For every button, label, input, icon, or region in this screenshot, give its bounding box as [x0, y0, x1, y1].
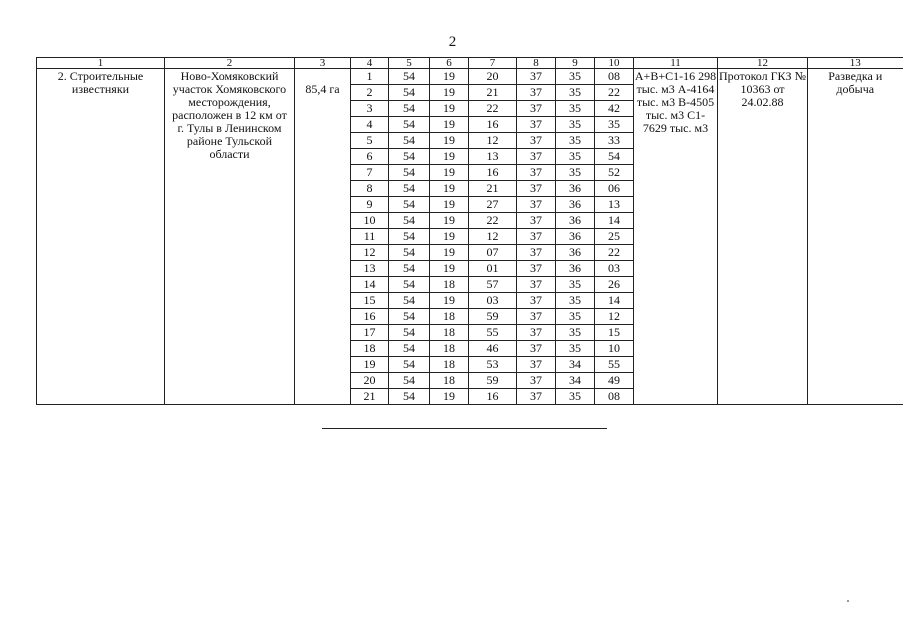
coordinate-value: 37 — [517, 309, 556, 325]
coordinate-value: 35 — [595, 117, 634, 133]
coordinate-value: 36 — [556, 181, 595, 197]
page-number: 2 — [448, 34, 457, 50]
coordinate-value: 06 — [595, 181, 634, 197]
coordinate-value: 33 — [595, 133, 634, 149]
point-number: 21 — [351, 389, 389, 405]
coordinate-value: 35 — [556, 293, 595, 309]
coordinate-value: 19 — [430, 197, 469, 213]
coordinate-value: 37 — [517, 165, 556, 181]
coordinate-value: 54 — [389, 325, 430, 341]
coordinate-value: 54 — [389, 309, 430, 325]
column-number: 8 — [517, 58, 556, 69]
coordinate-value: 35 — [556, 149, 595, 165]
coordinate-value: 37 — [517, 277, 556, 293]
point-number: 8 — [351, 181, 389, 197]
point-number: 17 — [351, 325, 389, 341]
coordinate-value: 37 — [517, 69, 556, 85]
coordinate-value: 59 — [469, 309, 517, 325]
protocol-info: Протокол ГКЗ № 10363 от 24.02.88 — [718, 69, 808, 405]
coordinate-value: 08 — [595, 69, 634, 85]
point-number: 18 — [351, 341, 389, 357]
column-number: 2 — [165, 58, 295, 69]
coordinate-value: 37 — [517, 245, 556, 261]
coordinate-value: 18 — [430, 357, 469, 373]
coordinate-value: 19 — [430, 181, 469, 197]
coordinate-value: 36 — [556, 245, 595, 261]
coordinate-value: 34 — [556, 373, 595, 389]
column-number: 4 — [351, 58, 389, 69]
point-number: 16 — [351, 309, 389, 325]
column-number: 5 — [389, 58, 430, 69]
coordinate-value: 22 — [595, 245, 634, 261]
coordinate-value: 35 — [556, 117, 595, 133]
coordinate-value: 52 — [595, 165, 634, 181]
point-number: 9 — [351, 197, 389, 213]
coordinate-value: 19 — [430, 117, 469, 133]
coordinate-value: 35 — [556, 309, 595, 325]
coordinate-value: 35 — [556, 389, 595, 405]
coordinate-value: 35 — [556, 277, 595, 293]
coordinate-value: 19 — [430, 149, 469, 165]
coordinate-value: 19 — [430, 165, 469, 181]
coordinate-value: 37 — [517, 261, 556, 277]
coordinate-value: 36 — [556, 197, 595, 213]
point-number: 12 — [351, 245, 389, 261]
coordinate-value: 55 — [595, 357, 634, 373]
column-number: 1 — [37, 58, 165, 69]
coordinate-value: 55 — [469, 325, 517, 341]
coordinate-value: 54 — [389, 389, 430, 405]
coordinate-value: 08 — [595, 389, 634, 405]
coordinate-value: 16 — [469, 117, 517, 133]
coordinate-value: 19 — [430, 85, 469, 101]
coordinate-value: 37 — [517, 213, 556, 229]
closing-rule — [322, 428, 607, 429]
column-number: 9 — [556, 58, 595, 69]
mineral-type: 2. Строительные известняки — [37, 69, 165, 405]
coordinate-value: 36 — [556, 261, 595, 277]
point-number: 10 — [351, 213, 389, 229]
scan-speck — [847, 600, 849, 602]
coordinate-value: 13 — [595, 197, 634, 213]
coordinate-value: 37 — [517, 117, 556, 133]
coordinate-value: 54 — [389, 245, 430, 261]
coordinate-value: 19 — [430, 293, 469, 309]
coordinate-value: 22 — [469, 101, 517, 117]
coordinate-value: 54 — [389, 117, 430, 133]
point-number: 6 — [351, 149, 389, 165]
coordinate-value: 37 — [517, 85, 556, 101]
coordinate-value: 37 — [517, 181, 556, 197]
usage-type: Разведка и добыча — [808, 69, 903, 405]
point-number: 1 — [351, 69, 389, 85]
coordinate-value: 35 — [556, 85, 595, 101]
coordinate-value: 46 — [469, 341, 517, 357]
coordinate-value: 36 — [556, 213, 595, 229]
reserves-info: A+B+C1-16 298 тыс. м3 A-4164 тыс. м3 B-4505 тыс. м3 C1-7629 тыс. м3 — [634, 69, 718, 405]
point-number: 14 — [351, 277, 389, 293]
coordinate-value: 15 — [595, 325, 634, 341]
column-number: 10 — [595, 58, 634, 69]
column-number: 12 — [718, 58, 808, 69]
coordinate-value: 36 — [556, 229, 595, 245]
point-number: 4 — [351, 117, 389, 133]
coordinate-value: 19 — [430, 69, 469, 85]
column-number: 6 — [430, 58, 469, 69]
coordinate-value: 37 — [517, 293, 556, 309]
point-number: 15 — [351, 293, 389, 309]
coordinate-value: 20 — [469, 69, 517, 85]
coordinate-value: 07 — [469, 245, 517, 261]
coordinate-value: 26 — [595, 277, 634, 293]
deposit-table — [36, 57, 903, 405]
coordinate-value: 35 — [556, 325, 595, 341]
site-area: 85,4 га — [295, 69, 351, 405]
coordinate-value: 27 — [469, 197, 517, 213]
point-number: 11 — [351, 229, 389, 245]
coordinate-value: 54 — [389, 101, 430, 117]
coordinate-value: 54 — [389, 357, 430, 373]
coordinate-value: 19 — [430, 213, 469, 229]
coordinate-value: 22 — [595, 85, 634, 101]
coordinate-value: 12 — [595, 309, 634, 325]
coordinate-value: 19 — [430, 261, 469, 277]
coordinate-value: 18 — [430, 277, 469, 293]
coordinate-value: 19 — [430, 101, 469, 117]
point-number: 2 — [351, 85, 389, 101]
coordinate-value: 34 — [556, 357, 595, 373]
coordinate-value: 37 — [517, 133, 556, 149]
point-number: 7 — [351, 165, 389, 181]
coordinate-value: 16 — [469, 165, 517, 181]
coordinate-value: 14 — [595, 293, 634, 309]
column-number-row — [37, 58, 903, 69]
coordinate-value: 35 — [556, 101, 595, 117]
coordinate-value: 19 — [430, 133, 469, 149]
coordinate-value: 54 — [389, 165, 430, 181]
coordinate-value: 37 — [517, 149, 556, 165]
coordinate-value: 12 — [469, 133, 517, 149]
point-number: 19 — [351, 357, 389, 373]
coordinate-value: 22 — [469, 213, 517, 229]
coordinate-value: 21 — [469, 181, 517, 197]
coordinate-row — [37, 69, 903, 85]
coordinate-value: 54 — [389, 341, 430, 357]
coordinate-value: 53 — [469, 357, 517, 373]
coordinate-value: 35 — [556, 341, 595, 357]
coordinate-value: 57 — [469, 277, 517, 293]
coordinate-value: 54 — [389, 213, 430, 229]
coordinate-value: 54 — [595, 149, 634, 165]
coordinate-value: 54 — [389, 229, 430, 245]
coordinate-value: 14 — [595, 213, 634, 229]
coordinate-value: 19 — [430, 389, 469, 405]
coordinate-value: 54 — [389, 293, 430, 309]
coordinate-value: 13 — [469, 149, 517, 165]
coordinate-value: 18 — [430, 309, 469, 325]
coordinate-value: 54 — [389, 133, 430, 149]
coordinate-value: 18 — [430, 341, 469, 357]
coordinate-value: 18 — [430, 325, 469, 341]
coordinate-value: 19 — [430, 245, 469, 261]
coordinate-value: 01 — [469, 261, 517, 277]
coordinate-value: 37 — [517, 197, 556, 213]
coordinate-value: 54 — [389, 261, 430, 277]
coordinate-value: 35 — [556, 69, 595, 85]
coordinate-value: 54 — [389, 149, 430, 165]
coordinate-value: 42 — [595, 101, 634, 117]
column-number: 7 — [469, 58, 517, 69]
coordinate-value: 49 — [595, 373, 634, 389]
coordinate-value: 35 — [556, 133, 595, 149]
coordinate-value: 54 — [389, 277, 430, 293]
site-location: Ново-Хомяковский участок Хомяковского месторождения, расположен в 12 км от г. Тулы в Ленинском районе Тульской области — [165, 69, 295, 405]
coordinate-value: 54 — [389, 373, 430, 389]
point-number: 20 — [351, 373, 389, 389]
column-number: 11 — [634, 58, 718, 69]
coordinate-value: 37 — [517, 325, 556, 341]
coordinate-value: 21 — [469, 85, 517, 101]
coordinate-value: 59 — [469, 373, 517, 389]
point-number: 3 — [351, 101, 389, 117]
column-number: 3 — [295, 58, 351, 69]
coordinate-value: 54 — [389, 69, 430, 85]
column-number: 13 — [808, 58, 903, 69]
coordinate-value: 19 — [430, 229, 469, 245]
point-number: 5 — [351, 133, 389, 149]
coordinate-value: 10 — [595, 341, 634, 357]
coordinate-value: 54 — [389, 85, 430, 101]
coordinate-value: 18 — [430, 373, 469, 389]
coordinate-value: 54 — [389, 197, 430, 213]
coordinate-value: 54 — [389, 181, 430, 197]
coordinate-value: 03 — [469, 293, 517, 309]
coordinate-value: 03 — [595, 261, 634, 277]
coordinate-value: 37 — [517, 389, 556, 405]
coordinate-value: 37 — [517, 229, 556, 245]
coordinate-value: 37 — [517, 357, 556, 373]
coordinate-value: 12 — [469, 229, 517, 245]
coordinate-value: 37 — [517, 101, 556, 117]
coordinate-value: 37 — [517, 341, 556, 357]
coordinate-value: 35 — [556, 165, 595, 181]
coordinate-value: 37 — [517, 373, 556, 389]
point-number: 13 — [351, 261, 389, 277]
coordinate-value: 25 — [595, 229, 634, 245]
coordinate-value: 16 — [469, 389, 517, 405]
